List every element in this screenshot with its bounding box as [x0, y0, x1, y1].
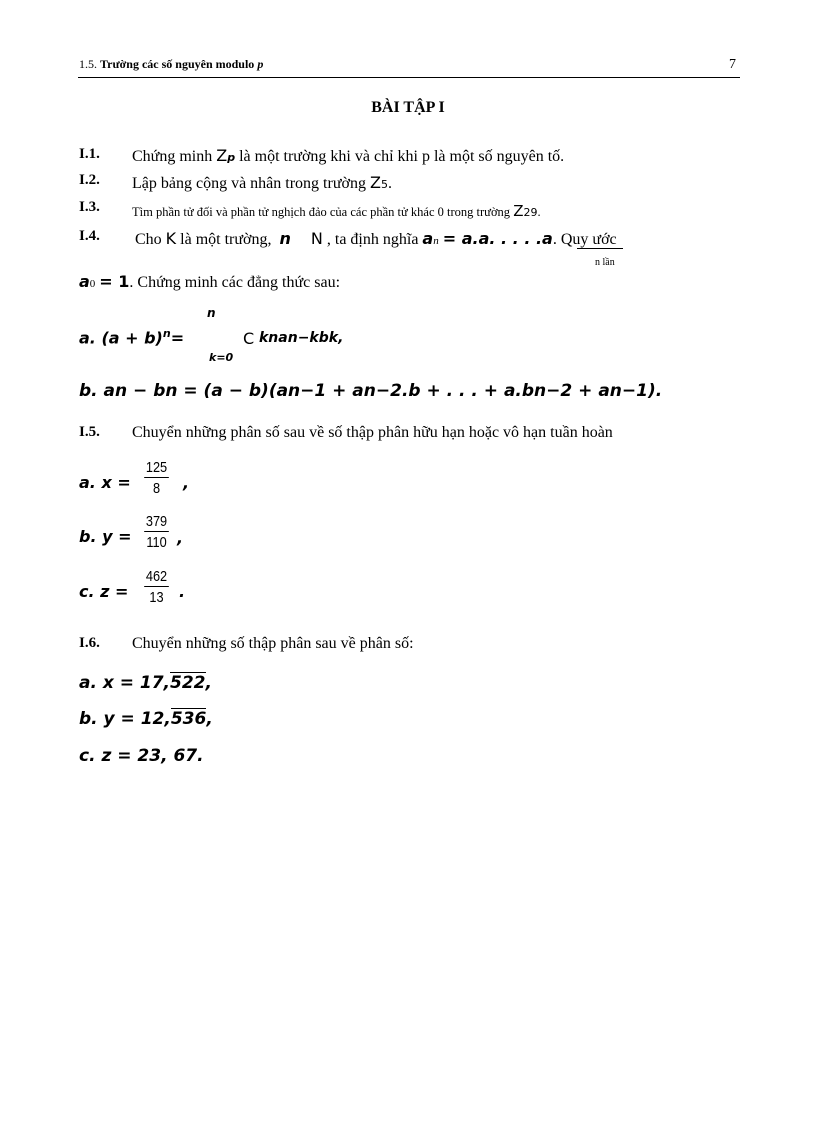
header-rule [78, 77, 740, 78]
problem-i3-text [132, 202, 541, 220]
i1-field-sub: p [227, 151, 236, 164]
problem-label-i2: I.2. [79, 172, 100, 188]
i5-item-b-fraction [142, 513, 171, 551]
i1-text-part2: là một trường khi và chỉ khi p là một số nguyên tố. [239, 148, 565, 165]
header-section-title: Trường các số nguyên modulo [100, 57, 255, 71]
i2-text-part1: Lập bảng cộng và nhân trong trường [132, 175, 366, 192]
i5-item-a-num: 125 [145, 459, 168, 476]
i6-item-b-repeating: 536 [170, 709, 207, 729]
i4-a0-sub: 0 [89, 278, 96, 290]
i4-def-sub: n [433, 235, 439, 247]
i3-text-part1: Tìm phần tử đối và phần tử nghịch đảo của các phần tử khác 0 trong trường [132, 205, 511, 219]
problem-label-i4: I.4. [79, 228, 100, 244]
i4-text-cho: Cho [135, 231, 162, 248]
i5-item-c-fraction [142, 568, 171, 606]
i5-item-c-prefix: c. z = [79, 582, 129, 601]
i3-field-sub: 29 [523, 206, 538, 219]
i4-set-n: N [310, 229, 323, 248]
i4-text-part2: là một trường, [180, 231, 272, 248]
i2-field-sub: 5 [380, 178, 388, 191]
running-header [79, 57, 263, 72]
i5-item-b-den: 110 [146, 534, 167, 551]
i5-item-a-fraction [142, 459, 171, 497]
i4-underbrace [577, 248, 623, 249]
i1-text-part1: Chứng minh [132, 148, 213, 165]
i3-field-symbol: Z [513, 202, 524, 220]
i2-field-symbol: Z [369, 173, 381, 192]
i4-var-n: n [279, 229, 291, 248]
formula-a-base: a. (a + b) [79, 328, 163, 348]
problem-label-i3: I.3. [79, 199, 100, 215]
formula-a-lhs [79, 327, 184, 347]
problem-label-i1: I.1. [79, 146, 100, 162]
exercise-title: BÀI TẬP I [371, 99, 445, 116]
problem-i6-text: Chuyển những số thập phân sau về phân số: [132, 635, 414, 652]
i4-a0-eq: = 1 [99, 272, 130, 291]
i4-text-part5: . Chứng minh các đẳng thức sau: [129, 274, 341, 291]
formula-a-binom-c: C [243, 329, 255, 348]
problem-i4-line2 [79, 272, 340, 292]
i4-def-a: a [422, 229, 434, 248]
page-number: 7 [729, 57, 736, 72]
formula-a-sum-bottom: k=0 [209, 351, 234, 364]
problem-label-i5: I.5. [79, 424, 100, 440]
i6-item-a-suffix: , [205, 673, 212, 693]
problem-i4-line1 [135, 229, 617, 249]
i5-item-a-den: 8 [152, 480, 161, 497]
formula-a-eq: = [170, 328, 185, 348]
i1-field-symbol: Z [216, 146, 228, 165]
problem-label-i6: I.6. [79, 635, 100, 651]
formula-a-sum-top: n [207, 306, 216, 320]
i6-item-b-prefix: b. y = 12, [79, 709, 171, 729]
i2-text-part2: . [387, 175, 392, 192]
i4-a0: a [79, 272, 90, 291]
i6-item-b [79, 709, 213, 729]
i5-item-b-num: 379 [145, 513, 168, 530]
i6-item-c: c. z = 23, 67. [79, 746, 204, 766]
formula-b: b. an − bn = (a − b)(an−1 + an−2.b + . . . + a.bn−2 + an−1). [79, 381, 663, 401]
problem-i2-text [132, 173, 392, 193]
i6-item-a-repeating: 522 [170, 673, 206, 693]
i5-item-a-suffix: , [183, 473, 190, 492]
i5-item-b-suffix: , [177, 528, 184, 547]
i6-item-b-suffix: , [206, 709, 213, 729]
formula-a-term: knan−kbk, [259, 330, 344, 346]
formula-a-exp: n [162, 327, 171, 340]
problem-i1-text [132, 146, 564, 166]
i5-item-a-prefix: a. x = [79, 473, 131, 492]
i4-nlan: n lần [595, 257, 615, 268]
i4-def-expr: = a.a. . . . .a [442, 229, 553, 248]
i5-item-c-suffix: . [179, 582, 186, 601]
problem-i5-text: Chuyển những phân số sau về số thập phân hữu hạn hoặc vô hạn tuần hoàn [132, 424, 613, 441]
i3-text-part2: . [537, 205, 541, 219]
i6-item-a [79, 673, 212, 693]
i6-item-a-prefix: a. x = 17, [79, 673, 171, 693]
header-section-prefix: 1.5. [79, 57, 97, 71]
i5-item-c-den: 13 [149, 589, 164, 606]
i4-text-part3: , ta định nghĩa [326, 231, 419, 248]
i4-text-quyuoc: . Quy ước [552, 231, 617, 248]
i4-field-k: K [165, 229, 177, 248]
header-section-var: p [257, 57, 264, 71]
i5-item-b-prefix: b. y = [79, 527, 132, 546]
i5-item-c-num: 462 [145, 568, 168, 585]
